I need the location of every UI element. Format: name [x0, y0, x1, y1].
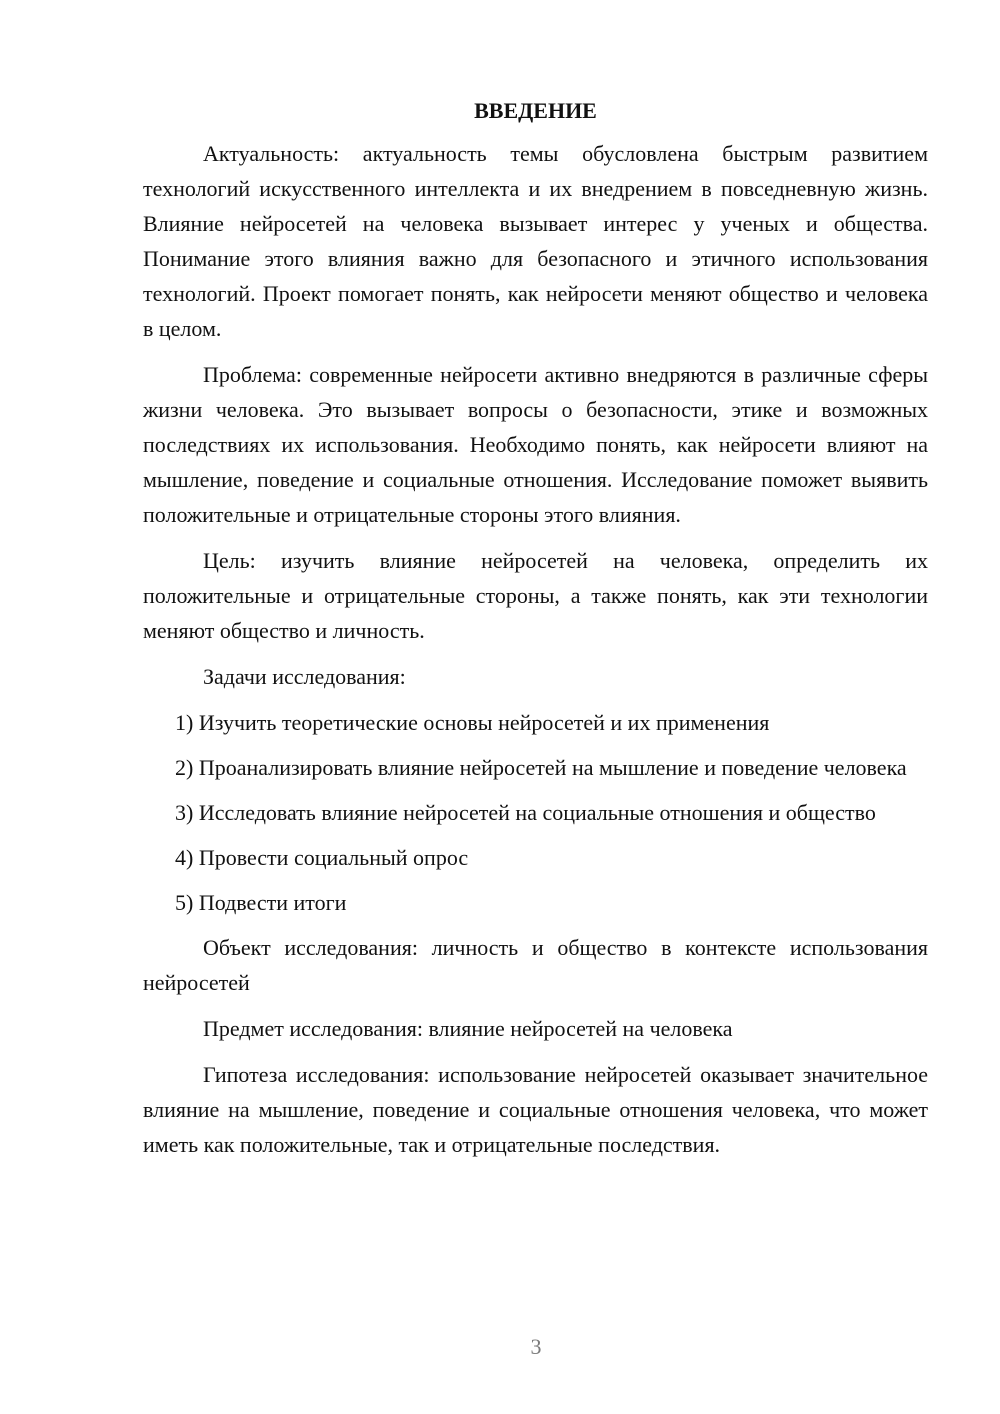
- problem-paragraph: Проблема: современные нейросети активно внедряются в различные сферы жизни человека. Это вызывает вопросы о безопасности, этике и возможных последствиях их использования. Необходимо понять, как нейросети влияют на мышление, поведение и социальные отношения. Исследование поможет выявить положительные и отрицательные стороны этого влияния.: [143, 362, 928, 527]
- object-paragraph: Объект исследования: личность и общество в контексте использования нейросетей: [143, 935, 928, 995]
- task-item-1: 1) Изучить теоретические основы нейросетей и их применения: [175, 710, 770, 735]
- task-item-2: 2) Проанализировать влияние нейросетей на мышление и поведение человека: [175, 755, 907, 780]
- goal-paragraph: Цель: изучить влияние нейросетей на человека, определить их положительные и отрицательные стороны, а также понять, как эти технологии меняют общество и личность.: [143, 548, 928, 643]
- task-item-4: 4) Провести социальный опрос: [175, 845, 469, 870]
- task-item-3: 3) Исследовать влияние нейросетей на социальные отношения и общество: [175, 800, 876, 825]
- subject-paragraph: Предмет исследования: влияние нейросетей на человека: [203, 1016, 733, 1041]
- hypothesis-paragraph: Гипотеза исследования: использование нейросетей оказывает значительное влияние на мышление, поведение и социальные отношения человека, что может иметь как положительные, так и отрицательные последствия.: [143, 1062, 928, 1157]
- document-page: [143, 96, 928, 1173]
- task-item-5: 5) Подвести итоги: [175, 890, 347, 915]
- page-title: ВВЕДЕНИЕ: [474, 98, 597, 123]
- relevance-paragraph: Актуальность: актуальность темы обусловлена быстрым развитием технологий искусственного интеллекта и их внедрением в повседневную жизнь. Влияние нейросетей на человека вызывает интерес у ученых и общества. Понимание этого влияния важно для безопасного и этичного использования технологий. Проект помогает понять, как нейросети меняют общество и человека в целом.: [143, 141, 928, 341]
- tasks-heading: Задачи исследования:: [203, 664, 406, 689]
- page-number: 3: [530, 1334, 542, 1359]
